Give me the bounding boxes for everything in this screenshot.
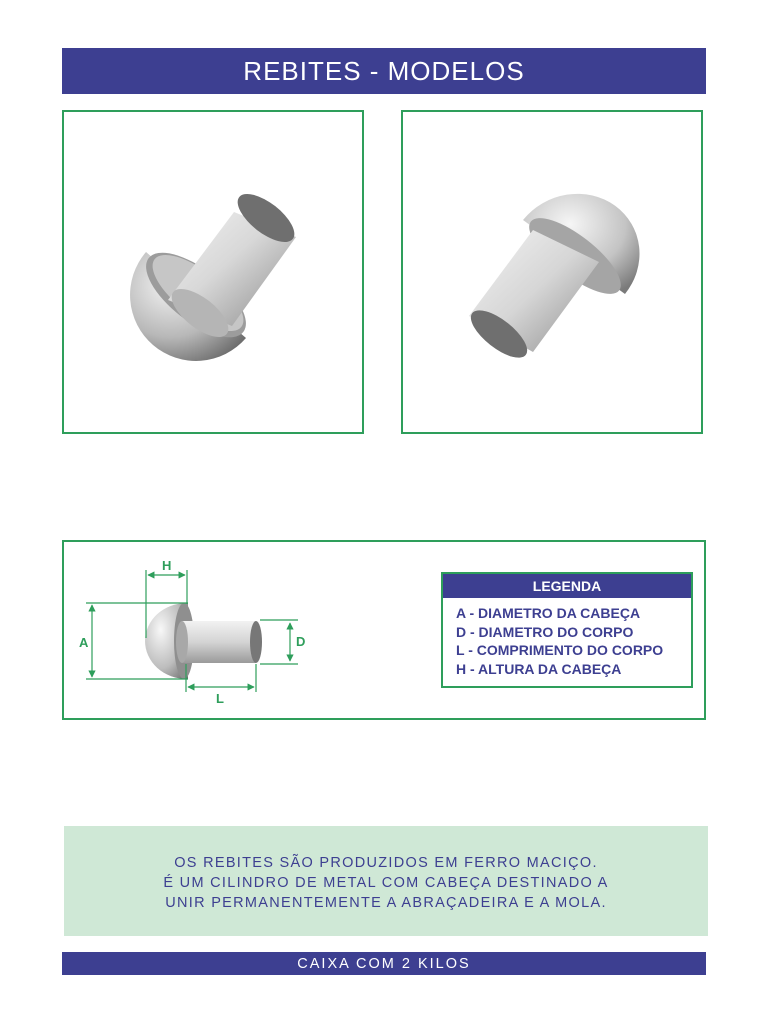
label-d: D [296,634,306,649]
description-line: É UM CILINDRO DE METAL COM CABEÇA DESTINADO A [163,875,609,891]
label-l: L [216,691,224,706]
legend-title: LEGENDA [443,574,691,598]
label-h: H [162,558,172,573]
legend [441,572,693,688]
rivet-illustration-left [64,112,366,436]
description-line: OS REBITES SÃO PRODUZIDOS EM FERRO MACIÇO. [174,855,598,871]
legend-item-a: A - DIAMETRO DA CABEÇA [456,605,641,621]
legend-list [443,598,691,678]
description-line: UNIR PERMANENTEMENTE A ABRAÇADEIRA E A MOLA. [165,895,607,911]
legend-item-h: H - ALTURA DA CABEÇA [456,660,622,677]
legend-item-d: D - DIAMETRO DO CORPO [456,623,634,640]
rivet-image-left [62,110,364,434]
rivet-image-right [401,110,703,434]
legend-item-l: L - COMPRIMENTO DO CORPO [456,642,664,658]
label-a: A [79,635,89,650]
page-title: REBITES - MODELOS [62,48,706,94]
rivet-illustration-right [403,112,705,436]
footer-note: CAIXA COM 2 KILOS [62,952,706,975]
dimension-diagram [62,540,706,720]
description-box [64,826,708,936]
